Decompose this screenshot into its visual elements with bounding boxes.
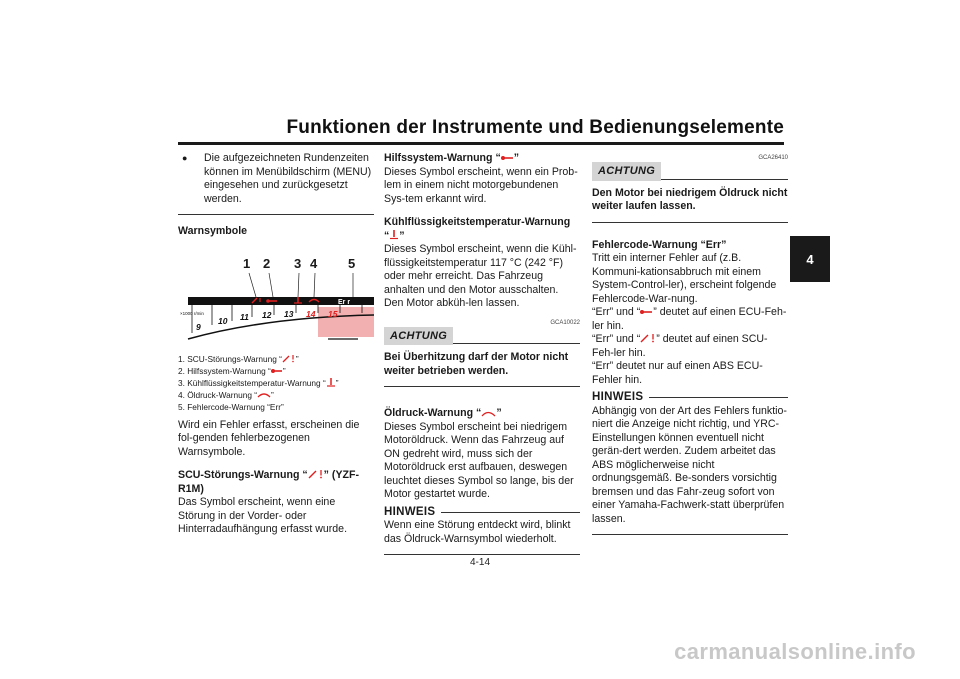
rpm-label: ×1000 r/min xyxy=(180,310,204,316)
figure-legend xyxy=(178,353,374,413)
bullet-icon: ● xyxy=(182,153,188,163)
achtung-notice xyxy=(384,327,580,346)
page-number: 4-14 xyxy=(469,557,490,568)
wrench-icon xyxy=(501,154,514,162)
err-scu-line: “Err” und “ ” deutet auf einen SCU-Feh-ler hin. xyxy=(592,333,768,359)
oel-heading: Öldruck-Warnung “ ” xyxy=(384,407,502,419)
scu-warning-icon xyxy=(308,469,324,479)
scale-label: 12 xyxy=(262,309,272,320)
column-3 xyxy=(592,152,788,545)
hinweis-notice xyxy=(592,391,788,405)
legend-item: 3. Kühlflüssigkeitstemperatur-Warnung “ ” xyxy=(178,377,339,388)
tachometer-display xyxy=(178,247,374,347)
divider xyxy=(384,554,580,555)
scu-warning-icon xyxy=(282,354,296,363)
wrench-icon xyxy=(271,367,283,375)
header-rule xyxy=(178,142,784,145)
scale-label: 13 xyxy=(284,308,294,319)
achtung-label: ACHTUNG xyxy=(592,162,661,181)
scu-text: Das Symbol erscheint, wenn eine Störung in der Vorder- oder Hinterradaufhängung erfasst wurde. xyxy=(178,496,348,535)
kuehl-text: Dieses Symbol erscheint, wenn die Kühl-flüssigkeitstemperatur 117 °C (242 °F) oder mehr erreicht. Das Fahrzeug anhalten und den Motor ausschalten. Den Motor abküh-len lassen. xyxy=(384,243,577,309)
bullet-item xyxy=(182,152,374,206)
scale-label: 11 xyxy=(240,311,249,322)
hinweis-notice xyxy=(384,506,580,520)
scale-label: 9 xyxy=(196,321,201,332)
err-abs-line: “Err” deutet nur auf einen ABS ECU-Fehler hin. xyxy=(592,360,763,386)
callout-2: 2 xyxy=(263,255,271,271)
warning-figure xyxy=(178,247,374,347)
scu-heading: SCU-Störungs-Warnung “ ” (YZF-R1M) xyxy=(178,469,359,495)
scale-label: 14 xyxy=(306,308,316,319)
divider xyxy=(592,222,788,223)
page-title: Funktionen der Instrumente und Bedienungselemente xyxy=(286,117,784,138)
achtung-text: Den Motor bei niedrigem Öldruck nicht weiter laufen lassen. xyxy=(592,186,788,212)
achtung-notice xyxy=(592,162,788,181)
hilfs-heading: Hilfssystem-Warnung “ ” xyxy=(384,152,520,164)
oil-pressure-icon xyxy=(481,409,496,417)
warn-heading: Warnsymbole xyxy=(178,225,248,237)
code-tag: GCA26410 xyxy=(758,155,788,161)
legend-item: 2. Hilfssystem-Warnung “ ” xyxy=(178,365,286,376)
oel-text: Dieses Symbol erscheint bei niedrigem Motoröldruck. Wenn das Fahrzeug auf ON gedreht wird, muss sich der Motoröldruck erst aufbauen, deswegen leuchtet dieses Symbol so lange, bis der Motor gestartet wurde. xyxy=(384,420,574,500)
scale-label: 10 xyxy=(218,315,228,326)
coolant-temperature-icon xyxy=(326,378,336,387)
callout-1: 1 xyxy=(243,255,251,271)
intro-text: Wird ein Fehler erfasst, erscheinen die fol-genden fehlerbezogenen Warnsymbole. xyxy=(178,418,360,458)
legend-item: 4. Öldruck-Warnung “ ” xyxy=(178,389,274,400)
err-heading: Fehlercode-Warnung “Err” xyxy=(592,238,727,251)
wrench-icon xyxy=(640,308,653,316)
chapter-tab[interactable]: 4 xyxy=(790,236,830,282)
hinweis-label: HINWEIS xyxy=(592,391,644,403)
kuehl-heading: Kühlflüssigkeitstemperatur-Warnung xyxy=(384,216,571,228)
callout-3: 3 xyxy=(294,255,302,271)
err-indicator: Er r xyxy=(338,298,351,306)
legend-item: 5. Fehlercode-Warnung “Err” xyxy=(178,401,284,412)
scale-label: 15 xyxy=(328,308,338,319)
hinweis-text: Abhängig von der Art des Fehlers funktio-niert die Anzeige nicht richtig, und YRC-Einstellungen können eventuell nicht gerän-dert werden. Zudem arbeitet das ABS möglicherweise nicht ordnungsgemäß. Be-sonders vorsichtig bremsen und das Fahr-zeug sofort von einer Yamaha-Fachwerk-statt überprüfen lassen. xyxy=(592,404,787,525)
oil-pressure-icon xyxy=(257,391,271,399)
divider xyxy=(178,214,374,215)
coolant-temperature-icon xyxy=(389,230,399,240)
kuehl-heading-icon-line: “ ” xyxy=(384,229,405,242)
hilfs-text: Dieses Symbol erscheint, wenn ein Prob-lem in einem nicht motorgebundenen Sys-tem erkannt wird. xyxy=(384,165,578,205)
hinweis-label: HINWEIS xyxy=(384,505,436,518)
err-text: Tritt ein interner Fehler auf (z.B. Kommuni-kationsabbruch mit einem System-Control-ler), erscheint folgende Fehlercode-War-nung. xyxy=(592,252,777,305)
achtung-text: Bei Überhitzung darf der Motor nicht weiter betrieben werden. xyxy=(384,351,569,377)
achtung-label: ACHTUNG xyxy=(384,327,453,346)
divider xyxy=(592,534,788,535)
legend-item: 1. SCU-Störungs-Warnung “ ” xyxy=(178,353,299,364)
bullet-text: Die aufgezeichneten Rundenzeiten können im Menübildschirm (MENU) eingesehen und zurückgesetzt werden. xyxy=(204,152,372,205)
code-tag: GCA10022 xyxy=(550,319,580,326)
callout-5: 5 xyxy=(348,255,356,271)
watermark[interactable]: carmanualsonline.info xyxy=(674,639,916,664)
scu-warning-icon xyxy=(640,333,656,343)
column-2 xyxy=(384,152,580,565)
hinweis-text: Wenn eine Störung entdeckt wird, blinkt das Öldruck-Warnsymbol wiederholt. xyxy=(384,519,571,545)
err-ecu-line: “Err” und “ ” deutet auf einen ECU-Feh-ler hin. xyxy=(592,306,787,332)
divider xyxy=(384,386,580,387)
column-1 xyxy=(178,152,374,537)
callout-4: 4 xyxy=(310,255,318,271)
